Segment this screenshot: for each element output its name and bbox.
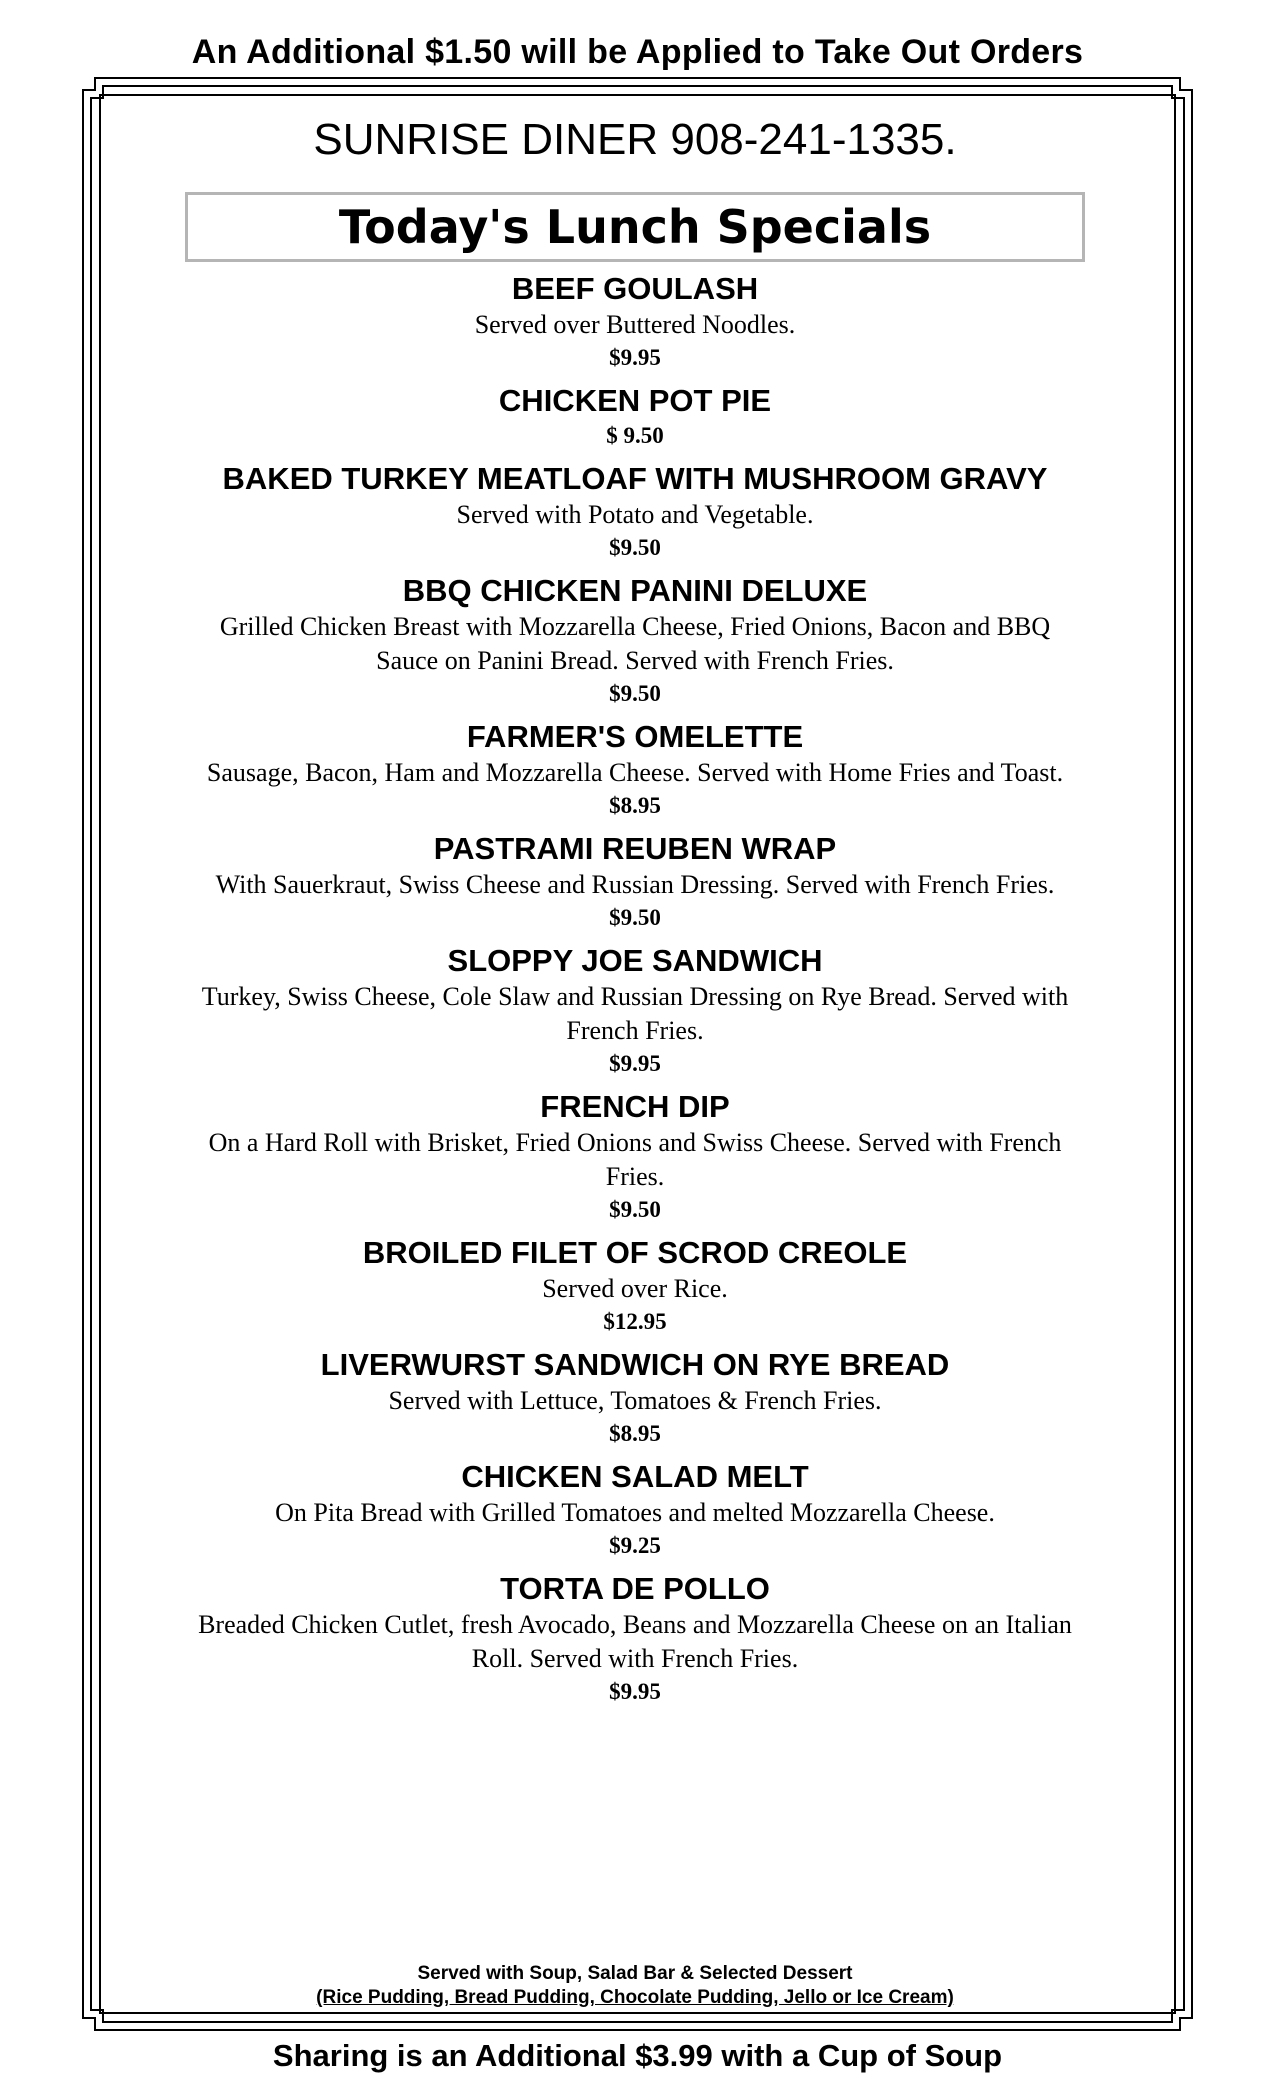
menu-item xyxy=(180,942,1090,1080)
menu-item xyxy=(180,830,1090,934)
menu-item-price: $12.95 xyxy=(603,1309,667,1334)
menu-item-description: On Pita Bread with Grilled Tomatoes and melted Mozzarella Cheese. xyxy=(275,1498,995,1527)
menu-item-name: FRENCH DIP xyxy=(540,1089,730,1124)
menu-item-name: BAKED TURKEY MEATLOAF WITH MUSHROOM GRAVY xyxy=(222,461,1048,496)
menu-item-name: FARMER'S OMELETTE xyxy=(466,719,804,754)
menu-item-description: Served over Rice. xyxy=(542,1274,728,1303)
specials-title: Today's Lunch Specials xyxy=(338,200,932,254)
menu-content xyxy=(180,110,1090,1708)
menu-item xyxy=(180,1088,1090,1226)
included-line: Served with Soup, Salad Bar & Selected Dessert xyxy=(417,1963,853,1984)
included-note xyxy=(180,1962,1090,2010)
menu-item xyxy=(180,718,1090,822)
menu-item xyxy=(180,1458,1090,1562)
menu-item-description: With Sauerkraut, Swiss Cheese and Russian Dressing. Served with French Fries. xyxy=(215,870,1055,899)
menu-item xyxy=(180,1570,1090,1708)
specials-title-box xyxy=(185,192,1085,262)
menu-item xyxy=(180,572,1090,710)
diner-name-phone: SUNRISE DINER 908-241-1335. xyxy=(313,115,957,164)
dessert-options: (Rice Pudding, Bread Pudding, Chocolate Pudding, Jello or Ice Cream) xyxy=(316,1987,954,2008)
sharing-notice: Sharing is an Additional $3.99 with a Cup of Soup xyxy=(272,2038,1003,2073)
menu-item-name: BBQ CHICKEN PANINI DELUXE xyxy=(402,573,868,608)
menu-item-name: LIVERWURST SANDWICH ON RYE BREAD xyxy=(320,1347,950,1382)
menu-item-description: Sausage, Bacon, Ham and Mozzarella Cheese. Served with Home Fries and Toast. xyxy=(206,758,1064,787)
menu-item-description: Breaded Chicken Cutlet, fresh Avocado, Beans and Mozzarella Cheese on an Italian Roll. Served with French Fries. xyxy=(198,1610,1072,1673)
menu-item-description: Grilled Chicken Breast with Mozzarella Cheese, Fried Onions, Bacon and BBQ Sauce on Panini Bread. Served with French Fries. xyxy=(219,612,1051,675)
menu-item xyxy=(180,270,1090,374)
menu-item-name: CHICKEN POT PIE xyxy=(498,383,772,418)
menu-item-price: $8.95 xyxy=(609,1421,661,1446)
menu-item-name: TORTA DE POLLO xyxy=(500,1571,770,1606)
menu-item xyxy=(180,1346,1090,1450)
menu-item-name: PASTRAMI REUBEN WRAP xyxy=(433,831,837,866)
menu-item-price: $ 9.50 xyxy=(606,423,664,448)
menu-item-price: $9.50 xyxy=(609,905,661,930)
menu-items-list xyxy=(180,270,1090,1708)
menu-item-description: Served over Buttered Noodles. xyxy=(474,310,796,339)
menu-item-price: $9.25 xyxy=(609,1533,661,1558)
menu-item-description: Served with Lettuce, Tomatoes & French Fries. xyxy=(388,1386,882,1415)
menu-item-price: $9.95 xyxy=(609,345,661,370)
menu-item-description: Served with Potato and Vegetable. xyxy=(456,500,814,529)
menu-item-price: $8.95 xyxy=(609,793,661,818)
menu-item-name: BROILED FILET OF SCROD CREOLE xyxy=(362,1235,908,1270)
menu-item xyxy=(180,460,1090,564)
menu-item-price: $9.95 xyxy=(609,1051,661,1076)
menu-item xyxy=(180,382,1090,452)
menu-item-description: On a Hard Roll with Brisket, Fried Onions and Swiss Cheese. Served with French Fries. xyxy=(208,1128,1062,1191)
menu-item xyxy=(180,1234,1090,1338)
menu-item-name: CHICKEN SALAD MELT xyxy=(461,1459,809,1494)
menu-item-price: $9.95 xyxy=(609,1679,661,1704)
takeout-notice: An Additional $1.50 will be Applied to Take Out Orders xyxy=(191,33,1084,71)
menu-item-name: BEEF GOULASH xyxy=(511,271,759,306)
menu-item-price: $9.50 xyxy=(609,535,661,560)
menu-item-price: $9.50 xyxy=(609,681,661,706)
menu-item-description: Turkey, Swiss Cheese, Cole Slaw and Russian Dressing on Rye Bread. Served with French Fries. xyxy=(201,982,1069,1045)
menu-item-price: $9.50 xyxy=(609,1197,661,1222)
menu-item-name: SLOPPY JOE SANDWICH xyxy=(447,943,823,978)
